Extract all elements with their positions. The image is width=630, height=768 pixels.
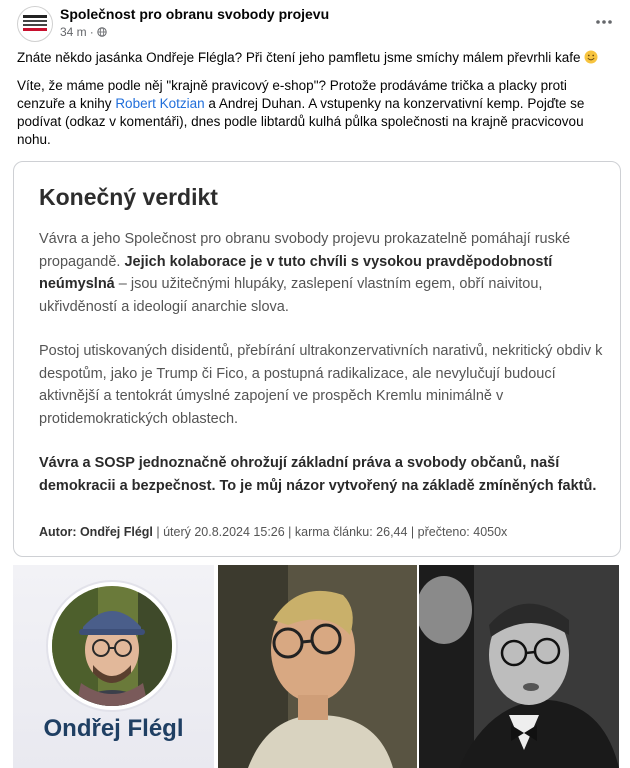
article-paragraph-3: Vávra a SOSP jednoznačně ohrožují základní práva a svobody občanů, naší demokracii a bezpečnost. To je můj názor vytvořený na základě zmíněných faktů.: [39, 455, 597, 494]
man-with-glasses-photo: [218, 565, 417, 768]
globe-icon: [97, 27, 107, 37]
film-still-photo[interactable]: [218, 565, 417, 768]
post-paragraph-2: Víte, že máme podle něj "krajně pravicový e-shop"? Protože prodáváme trička a placky proti cenzuře a knihy Robert Kotzian a Andrej Duhan. A vstupenky na konzervativní kemp. Pojďte se podívat (odkaz v komentáři), dnes podle libtardů kulhá půlka společnosti na krajně pracvicovou nohu.: [17, 78, 585, 147]
page-name[interactable]: Společnost pro obranu svobody projevu: [60, 6, 330, 22]
article-heading: Konečný verdikt: [39, 184, 218, 210]
post-time[interactable]: 34 m: [60, 25, 87, 39]
post-header: [0, 0, 630, 44]
article-body: [39, 228, 609, 519]
author-name-caption: Ondřej Flégl: [43, 715, 184, 742]
man-in-bowtie-photo: [419, 565, 619, 768]
post-paragraph-1: Znáte někdo jasánka Ondřeje Flégla? Při čtení jeho pamfletu jsme smíchy málem převrhli kafe: [17, 49, 617, 67]
more-options-icon[interactable]: [594, 12, 614, 32]
robert-kotzian-link[interactable]: Robert Kotzian: [115, 96, 205, 111]
article-paragraph-2: Postoj utiskovaných disidentů, přebírání ultrakonzervativních narativů, nekritický obdiv k despotům, jako je Trump či Fico, a postupná radikalizace, ale nevylučují budoucí aktivnější a tentokrát úmyslné zapojení ve prospěch Kremlu minimálně v protidemokratických oblastech.: [39, 343, 603, 427]
shared-article-card[interactable]: [13, 161, 621, 557]
photo-collage[interactable]: [13, 565, 619, 768]
post-meta: 34 m ·: [60, 25, 107, 39]
page-avatar[interactable]: [17, 6, 53, 42]
smile-emoji-icon: [584, 50, 598, 64]
author-photo-panel[interactable]: [13, 565, 214, 768]
archival-photo[interactable]: [419, 565, 619, 768]
article-byline: Autor: Ondřej Flégl | úterý 20.8.2024 15:26 | karma článku: 26,44 | přečteno: 4050x: [39, 525, 508, 539]
article-paragraph-1: Vávra a jeho Společnost pro obranu svobody projevu prokazatelně pomáhají ruské propagandě. Jejich kolaborace je v tuto chvíli s vysokou pravděpodobností neúmyslná – jsou užitečnými hlupáky, zaslepení vlastním egem, obří naivitou, ukřivděností a ideologií anarchie slova.: [39, 231, 571, 315]
post-text: [17, 49, 617, 159]
